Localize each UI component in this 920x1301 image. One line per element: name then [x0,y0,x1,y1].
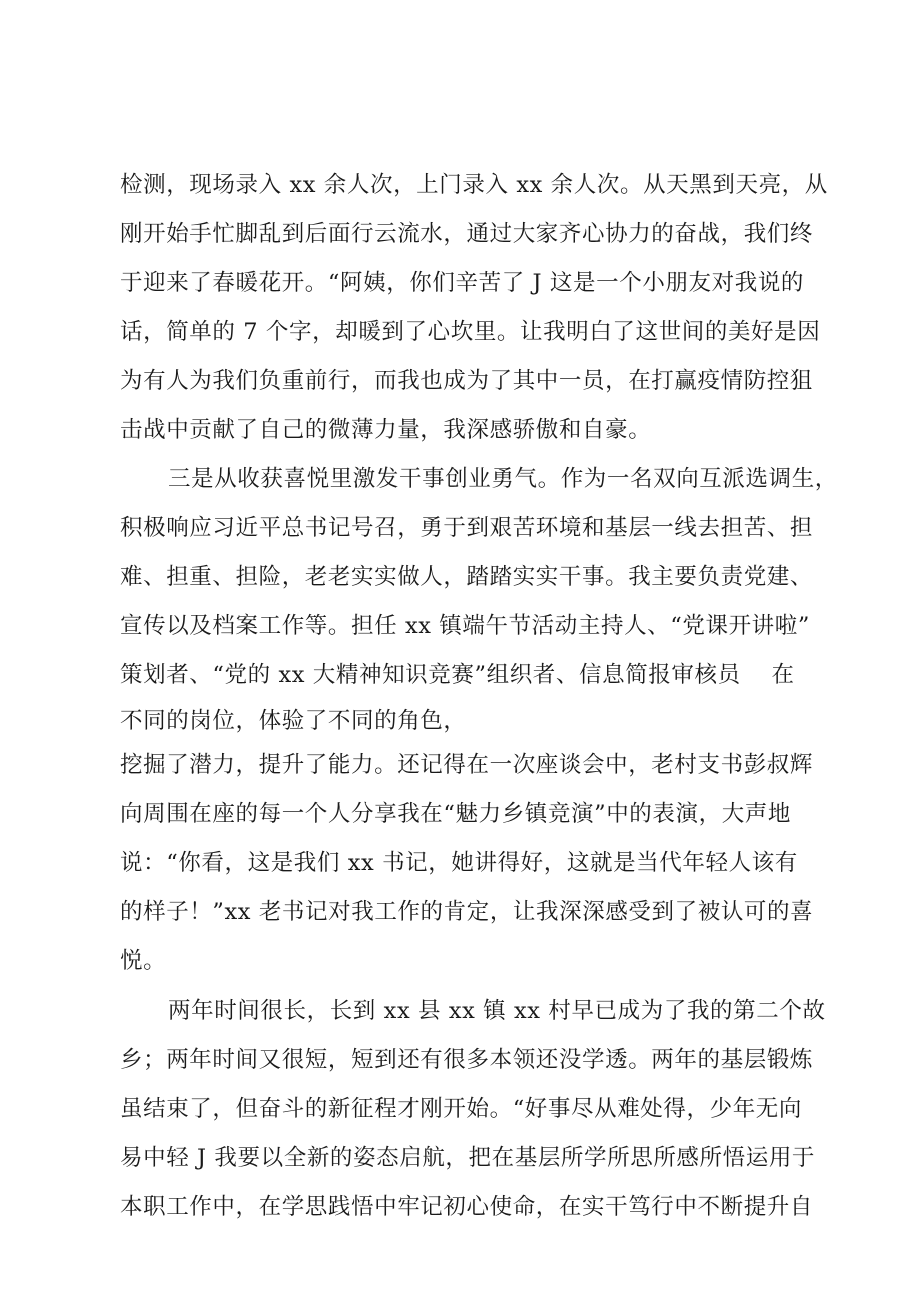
text-line: 于迎来了春暖花开。“阿姨，你们辛苦了 J 这是一个小朋友对我说的 [120,270,805,296]
text-line: 刚开始手忙脚乱到后面行云流水，通过大家齐心协力的奋战，我们终 [120,221,814,247]
text-line: 的样子！”xx 老书记对我工作的肯定，让我深深感受到了被认可的喜 [120,899,814,925]
text-line: 检测，现场录入 xx 余人次，上门录入 xx 余人次。从天黑到天亮，从 [120,172,828,198]
text-line: 宣传以及档案工作等。担任 xx 镇端午节活动主持人、“党课开讲啦” [120,613,810,639]
paragraph-first-line: 两年时间很长，长到 xx 县 xx 镇 xx 村早已成为了我的第二个故 [168,998,826,1024]
text-line: 说：“你看，这是我们 xx 书记，她讲得好，这就是当代年轻人该有 [120,850,798,876]
text-line: 击战中贡献了自己的微薄力量，我深感骄傲和自豪。 [120,417,652,443]
text-line: 为有人为我们负重前行，而我也成为了其中一员，在打赢疫情防控狙 [120,368,814,394]
text-line: 易中轻 J 我要以全新的姿态启航，把在基层所学所思所感所悟运用于 [120,1145,816,1171]
text-line: 不同的岗位，体验了不同的角色， [120,708,467,734]
text-line: 本职工作中，在学思践悟中牢记初心使命，在实干笃行中不断提升自 [120,1194,814,1220]
text-line: 乡；两年时间又很短，短到还有很多本领还没学透。两年的基层锻炼 [120,1047,814,1073]
text-line: 向周围在座的每一个人分享我在“魅力乡镇竞演”中的表演，大声地 [120,801,792,827]
paragraph-first-line: 三是从收获喜悦里激发干事创业勇气。作为一名双向互派选调生， [168,466,838,492]
text-line: 积极响应习近平总书记号召，勇于到艰苦环境和基层一线去担苦、担 [120,515,814,541]
text-line: 虽结束了，但奋斗的新征程才刚开始。“好事尽从难处得，少年无向 [120,1096,803,1122]
text-line: 难、担重、担险，老老实实做人，踏踏实实干事。我主要负责党建、 [120,564,814,590]
text-line: 话，简单的 7 个字，却暖到了心坎里。让我明白了这世间的美好是因 [120,319,821,345]
text-line: 挖掘了潜力，提升了能力。还记得在一次座谈会中，老村支书彭叔辉 [120,752,814,778]
text-line: 策划者、“党的 xx 大精神知识竞赛”组织者、信息简报审核员 在 [120,662,795,688]
text-line: 悦。 [120,948,167,974]
